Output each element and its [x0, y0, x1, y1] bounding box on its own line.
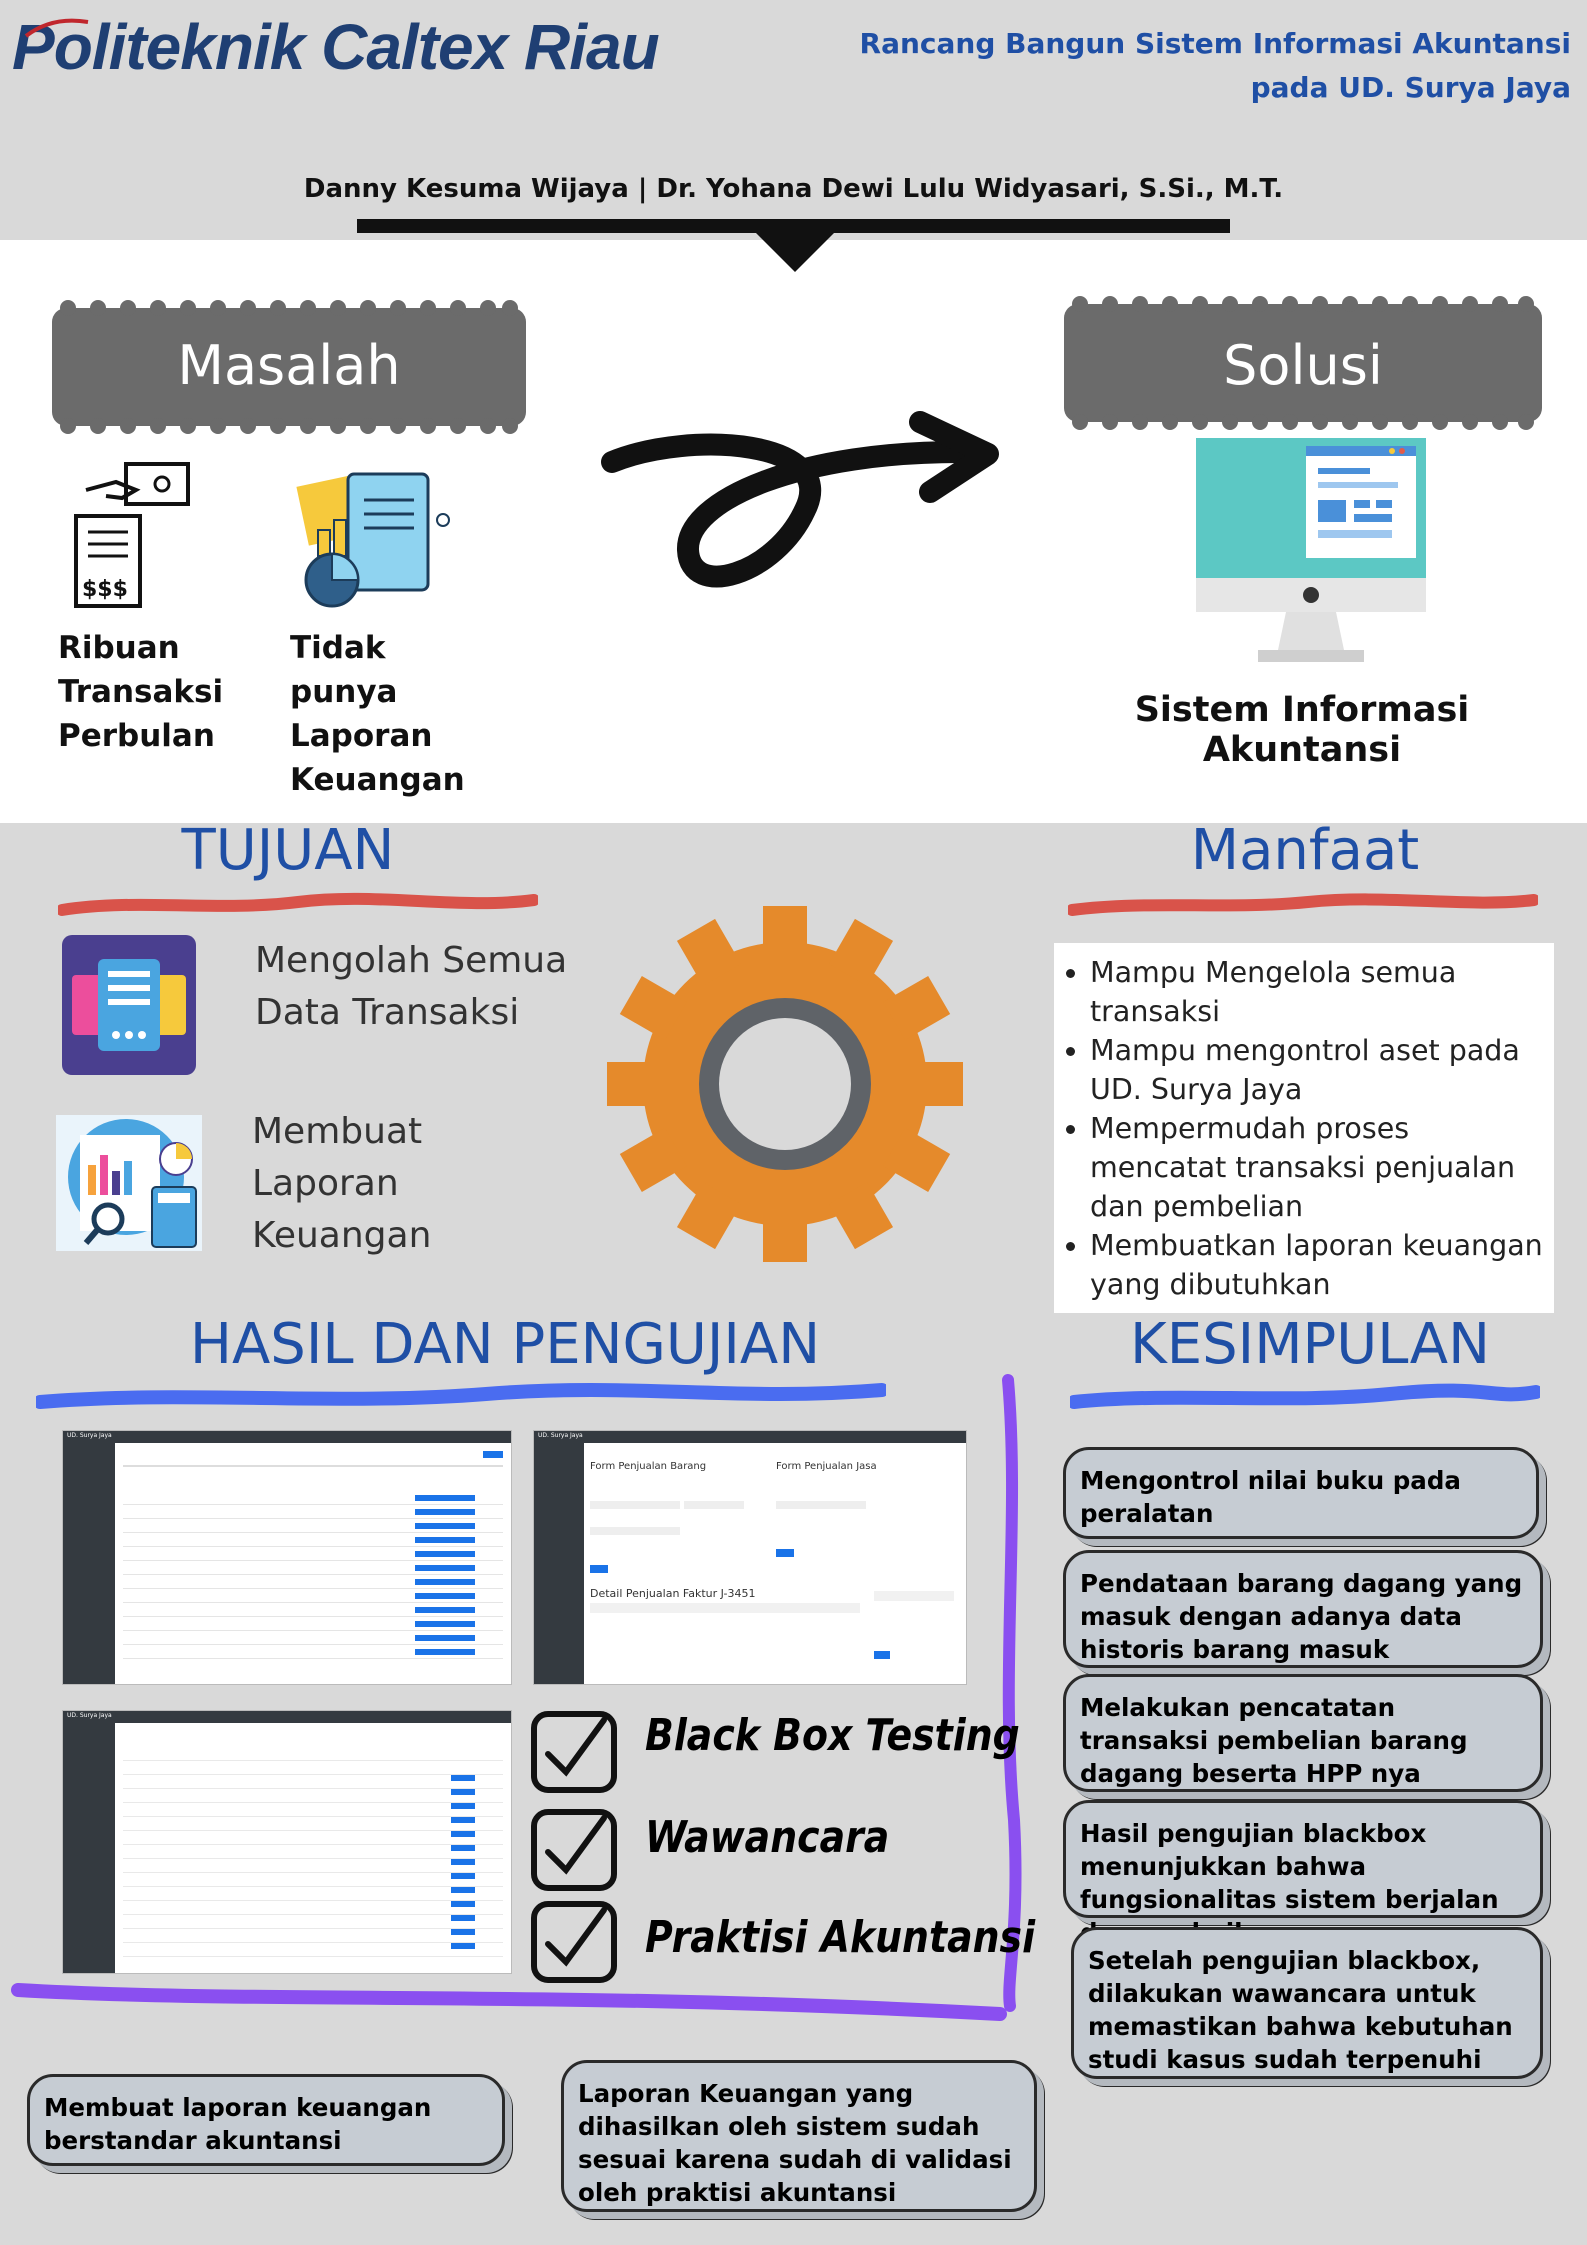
checkbox-checked-icon	[530, 1710, 622, 1796]
swirl-arrow-icon	[600, 400, 1000, 630]
app-name: UD. Surya Jaya	[67, 1712, 112, 1719]
kesimpulan-title: KESIMPULAN	[1130, 1312, 1490, 1377]
manfaat-box	[1054, 943, 1554, 1313]
app-sidebar	[534, 1431, 584, 1684]
blue-brush-underline	[1070, 1380, 1540, 1416]
tujuan-title: TUJUAN	[181, 818, 395, 883]
calculator-report-icon	[56, 1115, 202, 1251]
computer-monitor-icon	[1196, 438, 1426, 668]
app-name: UD. Surya Jaya	[67, 1432, 112, 1439]
manfaat-list	[1054, 943, 1554, 1304]
screenshot-daftar-akun	[62, 1710, 512, 1974]
manfaat-item: • Mampu Mengelola semua transaksi	[1090, 953, 1546, 1031]
detail-title: Detail Penjualan Faktur J-3451	[590, 1587, 756, 1600]
form-title-barang: Form Penjualan Barang	[590, 1461, 707, 1472]
problem-item-1: Ribuan Transaksi Perbulan	[58, 630, 224, 754]
screenshot-data-barang	[62, 1430, 512, 1685]
manfaat-item: • Mempermudah proses mencatat transaksi penjualan dan pembelian	[1090, 1109, 1546, 1226]
receipt-hand-icon	[66, 460, 196, 610]
pointer-triangle-icon	[755, 232, 835, 274]
poster-title	[860, 22, 1571, 110]
manfaat-item: • Mampu mengontrol aset pada UD. Surya Jaya	[1090, 1031, 1546, 1109]
kesimpulan-card: Laporan Keuangan yang dihasilkan oleh sistem sudah sesuai karena sudah di validasi oleh praktisi akuntansi	[561, 2060, 1037, 2212]
app-sidebar	[63, 1431, 115, 1684]
red-brush-underline	[1068, 892, 1538, 922]
logo-swoosh-icon	[22, 12, 92, 42]
tujuan-item-2: Membuat Laporan Keuangan	[252, 1111, 432, 1256]
check-label-wawancara: Wawancara	[645, 1812, 890, 1863]
kesimpulan-card: Pendataan barang dagang yang masuk dengan adanya data historis barang masuk	[1063, 1550, 1543, 1668]
kesimpulan-card: Mengontrol nilai buku pada peralatan	[1063, 1447, 1539, 1539]
svg-text:$$$: $$$	[82, 577, 128, 602]
authors: Danny Kesuma Wijaya | Dr. Yohana Dewi Lulu Widyasari, S.Si., M.T.	[303, 174, 1284, 204]
app-topbar	[63, 1711, 511, 1723]
kesimpulan-card: Hasil pengujian blackbox menunjukkan bahwa fungsionalitas sistem berjalan	[1063, 1800, 1543, 1918]
masalah-label: Masalah	[177, 334, 401, 397]
gear-icon	[606, 905, 964, 1263]
form-title-jasa: Form Penjualan Jasa	[776, 1461, 877, 1472]
solusi-label: Solusi	[1223, 334, 1383, 397]
kesimpulan-card: Melakukan pencatatan transaksi pembelian barang dagang beserta HPP nya	[1063, 1674, 1543, 1792]
tujuan-item-1: Mengolah Semua Data Transaksi	[255, 940, 568, 1033]
app-name: UD. Surya Jaya	[538, 1432, 583, 1439]
manfaat-title: Manfaat	[1190, 818, 1420, 883]
app-topbar	[534, 1431, 966, 1443]
check-label-blackbox: Black Box Testing	[645, 1710, 1020, 1761]
title-line-1: Rancang Bangun Sistem Informasi Akuntansi	[859, 27, 1571, 60]
checkbox-checked-icon	[530, 1900, 622, 1986]
hasil-title: HASIL DAN PENGUJIAN	[189, 1312, 821, 1377]
red-brush-underline	[58, 892, 538, 922]
problem-item-2: Tidak punya Laporan Keuangan	[290, 630, 465, 798]
masalah-pill-wrap	[48, 300, 530, 434]
logo: Politeknik Caltex Riau	[12, 11, 659, 83]
solusi-caption: Sistem Informasi Akuntansi	[1134, 690, 1470, 770]
app-topbar	[63, 1431, 511, 1443]
checkbox-checked-icon	[530, 1808, 622, 1894]
report-chart-icon	[288, 460, 458, 610]
data-tiles-icon	[62, 935, 196, 1075]
app-sidebar	[63, 1711, 115, 1973]
solusi-pill-wrap	[1060, 296, 1546, 430]
title-line-2: pada UD. Surya Jaya	[1250, 71, 1571, 104]
check-label-praktisi: Praktisi Akuntansi	[645, 1912, 1036, 1963]
screenshot-form-penjualan	[533, 1430, 967, 1685]
kesimpulan-card: Membuat laporan keuangan berstandar akuntansi	[27, 2074, 505, 2166]
kesimpulan-card: Setelah pengujian blackbox, dilakukan wawancara untuk memastikan bahwa kebutuhan studi kasus sudah terpenuhi	[1071, 1927, 1543, 2079]
manfaat-item: • Membuatkan laporan keuangan yang dibutuhkan	[1090, 1226, 1546, 1304]
author-divider	[357, 219, 1230, 233]
